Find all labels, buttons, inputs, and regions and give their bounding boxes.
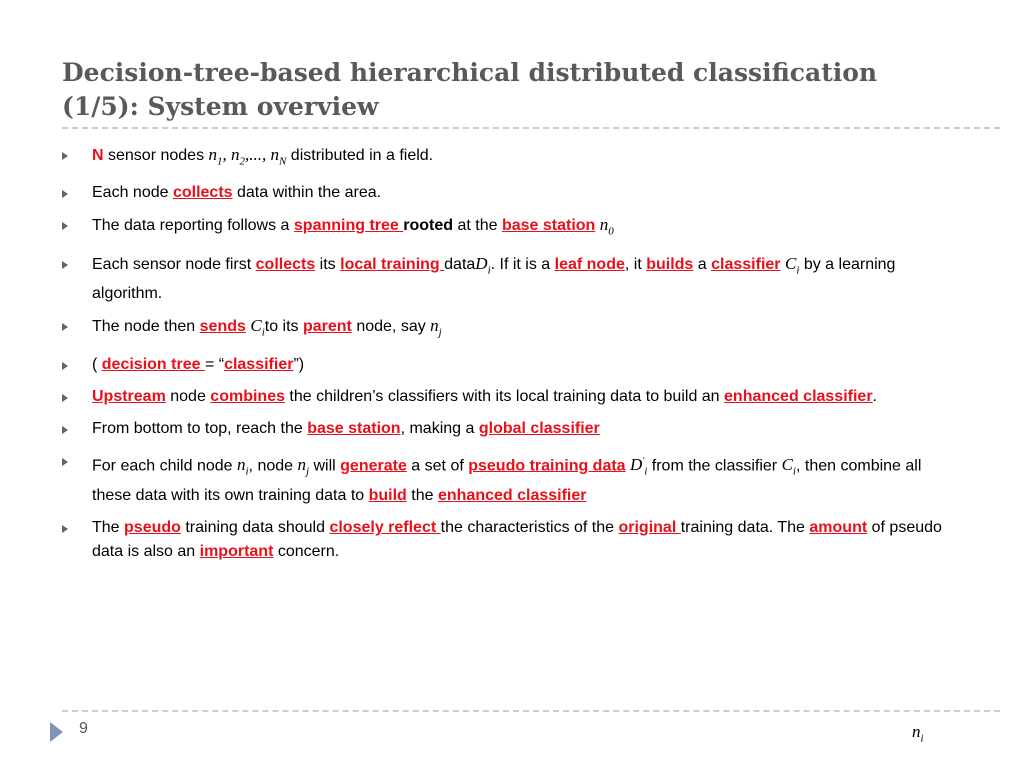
bold-text: rooted: [403, 217, 454, 235]
math-nj: $n_j$: [297, 455, 310, 478]
math-ci: $C_i$: [784, 253, 800, 277]
text: , then combine all these data with its own training data to: [92, 457, 922, 504]
text: the characteristics of the: [440, 518, 619, 536]
text: , making a: [400, 419, 479, 437]
text: .: [872, 387, 877, 405]
text: distributed in a field.: [286, 147, 434, 164]
math-node-list: $n_1$, $n_2$,..., $n_N$: [208, 145, 287, 168]
bullet-arrow-icon: [62, 261, 68, 269]
highlight: collects: [172, 184, 233, 202]
math-di-prime: $D'_i$: [630, 455, 648, 478]
highlight: local training: [340, 255, 445, 273]
footer-math-ni: $n_i$: [912, 722, 924, 745]
text: , it: [624, 255, 647, 273]
text: a: [693, 255, 712, 273]
slide-title-line-1: Decision-tree-based hierarchical distributed classification: [62, 58, 878, 87]
bullet-item: [62, 314, 962, 344]
math-ci: $C_i$: [250, 316, 265, 339]
highlight: spanning tree: [293, 217, 404, 235]
text: concern.: [273, 542, 340, 560]
bullet-item: [62, 449, 962, 508]
text: to its: [264, 318, 303, 336]
text: training data should: [180, 518, 330, 536]
bullet-item: [62, 213, 962, 243]
bullet-arrow-icon: [62, 152, 68, 160]
bullet-item: [62, 516, 962, 564]
slide-title-line-2: (1/5): System overview: [62, 92, 379, 121]
text: will: [309, 457, 341, 475]
highlight: build: [368, 486, 407, 504]
text: its: [315, 255, 341, 273]
highlight: collects: [255, 255, 316, 273]
highlight: classifier: [224, 355, 294, 373]
bullet-item: [62, 143, 962, 173]
footer-arrow-icon: [50, 722, 63, 742]
bullet-arrow-icon: [62, 323, 68, 331]
text: of pseudo data is also an: [92, 518, 942, 560]
slide-title: [62, 56, 982, 124]
top-divider: [62, 127, 1000, 129]
math-ni: $n_i$: [236, 455, 249, 478]
bullet-arrow-icon: [62, 458, 68, 466]
bullet-item: [62, 181, 962, 205]
highlight: important: [199, 542, 274, 560]
text: , node: [248, 457, 298, 475]
text: by a learning algorithm.: [92, 255, 896, 303]
bullet-item: [62, 252, 962, 306]
text: The: [92, 518, 125, 536]
highlight: original: [618, 518, 681, 536]
text: Each sensor node first: [92, 255, 256, 273]
text: from the classifier: [651, 457, 782, 475]
text: The data reporting follows a: [92, 217, 294, 235]
bullet-item: [62, 353, 962, 377]
highlight: pseudo: [124, 518, 181, 536]
text: = “: [204, 355, 225, 373]
text: For each child node: [92, 457, 237, 475]
math-n0: $n_0$: [599, 215, 614, 238]
bullet-item: [62, 417, 962, 441]
math-di: $D_i$: [475, 253, 491, 277]
bullet-list: [62, 143, 962, 572]
highlight: global classifier: [478, 419, 600, 437]
text: the children’s classifiers with its local training data to build an: [284, 387, 725, 405]
highlight: base station: [307, 419, 401, 437]
highlight: leaf node: [554, 255, 625, 273]
highlight-n: N: [92, 147, 104, 164]
text: node, say: [351, 318, 431, 336]
text: at the: [453, 217, 502, 235]
text: . If it is a: [490, 255, 555, 273]
highlight: classifier: [711, 255, 781, 273]
highlight: enhanced classifier: [724, 387, 873, 405]
text: From bottom to top, reach the: [92, 419, 308, 437]
bullet-arrow-icon: [62, 362, 68, 370]
bullet-item: [62, 385, 962, 409]
bottom-divider: [62, 710, 1000, 712]
highlight: Upstream: [92, 387, 166, 405]
highlight: builds: [646, 255, 694, 273]
highlight: amount: [809, 518, 868, 536]
highlight: base station: [501, 217, 596, 235]
highlight: sends: [199, 318, 246, 336]
bullet-arrow-icon: [62, 426, 68, 434]
highlight: generate: [340, 457, 407, 475]
text: The node then: [92, 318, 200, 336]
text: data within the area.: [232, 184, 382, 202]
bullet-arrow-icon: [62, 394, 68, 402]
text: node: [165, 387, 211, 405]
math-ci: $C_i$: [781, 455, 796, 478]
text: the: [406, 486, 438, 504]
text: ”): [293, 355, 305, 373]
text: (: [92, 355, 102, 373]
text: data: [444, 255, 476, 273]
highlight: closely reflect: [329, 518, 441, 536]
math-nj: $n_j$: [430, 316, 442, 339]
page-number: 9: [79, 720, 88, 737]
highlight: decision tree: [101, 355, 205, 373]
bullet-arrow-icon: [62, 222, 68, 230]
bullet-arrow-icon: [62, 190, 68, 198]
bullet-arrow-icon: [62, 525, 68, 533]
highlight: combines: [210, 387, 285, 405]
highlight: pseudo training data: [468, 457, 626, 475]
highlight: enhanced classifier: [437, 486, 587, 504]
text: training data. The: [680, 518, 810, 536]
text: a set of: [406, 457, 469, 475]
text: Each node: [92, 184, 173, 202]
highlight: parent: [302, 318, 352, 336]
text: sensor nodes: [103, 147, 209, 164]
